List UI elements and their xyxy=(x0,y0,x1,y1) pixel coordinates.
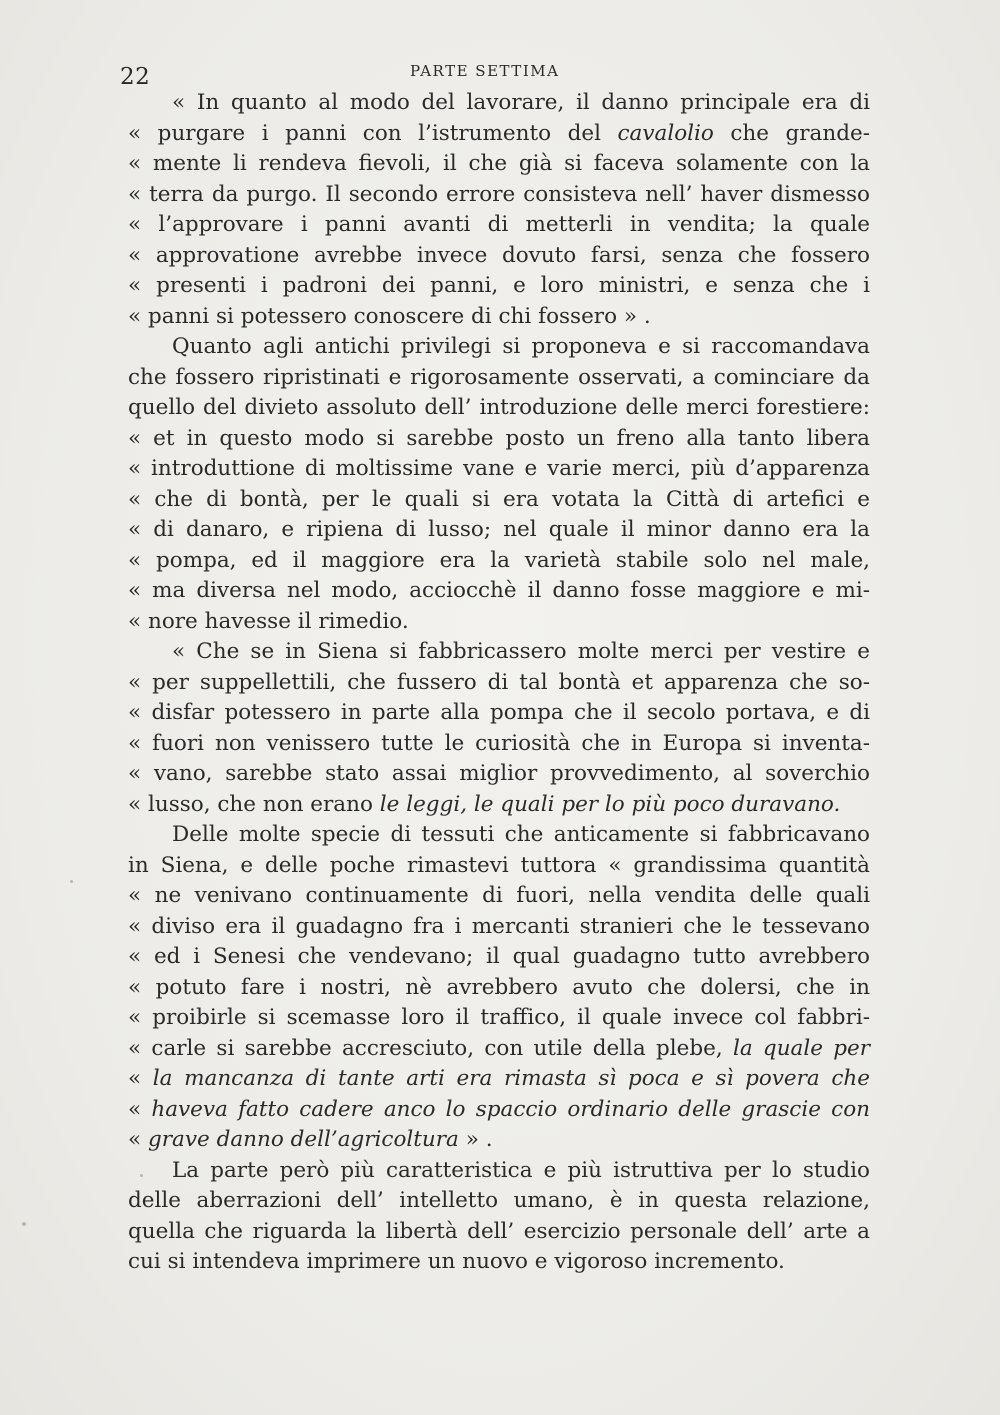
page-number: 22 xyxy=(120,64,151,90)
text-line xyxy=(128,119,870,150)
text-line xyxy=(128,1217,870,1248)
text-line xyxy=(128,1156,870,1187)
text-line xyxy=(128,149,870,180)
line-text-after: » . xyxy=(458,1127,493,1152)
text-line xyxy=(128,942,870,973)
text-line xyxy=(128,1034,870,1065)
text-line xyxy=(128,180,870,211)
text-line xyxy=(128,851,870,882)
text-line xyxy=(128,668,870,699)
text-line xyxy=(128,1247,870,1278)
text-line xyxy=(128,1186,870,1217)
text-line xyxy=(128,454,870,485)
text-line xyxy=(128,729,870,760)
line-text: « Che se in Siena si fabbricassero molte merci per vestire e xyxy=(172,639,870,664)
line-text: « lusso, che non erano xyxy=(128,791,380,817)
line-text: quello del divieto assoluto dell’ introduzione delle merci forestiere: xyxy=(128,395,870,420)
italic-text: cavalolio xyxy=(617,120,714,146)
text-line xyxy=(128,1003,870,1034)
italic-text: haveva fatto cadere anco lo spaccio ordinario delle grascie con xyxy=(151,1096,870,1122)
line-text: che fossero ripristinati e rigorosamente osservati, a cominciare da xyxy=(128,364,870,390)
line-text: « terra da purgo. Il secondo errore consisteva nell’ haver dismesso xyxy=(128,181,870,207)
line-text: « nore havesse il rimedio. xyxy=(128,608,409,634)
line-text: « che di bontà, per le quali si era votata la Città di artefici e xyxy=(128,486,870,512)
line-text: Delle molte specie di tessuti che anticamente si fabbricavano xyxy=(172,822,870,847)
text-line xyxy=(128,973,870,1004)
line-text: « xyxy=(128,1066,153,1091)
italic-text: le leggi, le quali per lo più poco duravano. xyxy=(379,791,841,817)
text-line xyxy=(128,1064,870,1095)
text-line xyxy=(128,759,870,790)
text-line xyxy=(128,881,870,912)
text-line xyxy=(128,332,870,363)
body-text xyxy=(128,88,870,1278)
line-text: « ne venivano continuamente di fuori, nella vendita delle quali xyxy=(128,883,870,908)
text-line xyxy=(128,790,870,821)
text-line xyxy=(128,820,870,851)
text-line xyxy=(128,424,870,455)
line-text: « purgare i panni con l’istrumento del xyxy=(128,120,618,146)
line-text: « introduttione di moltissime vane e varie merci, più d’apparenza xyxy=(128,456,870,481)
line-text: « panni si potessero conoscere di chi fossero » . xyxy=(128,303,651,329)
line-text: « ma diversa nel modo, acciocchè il danno fosse maggiore e mi- xyxy=(128,578,870,603)
line-text: La parte però più caratteristica e più istruttiva per lo studio xyxy=(172,1157,870,1183)
line-text: « xyxy=(128,1127,148,1152)
text-line xyxy=(128,607,870,638)
line-text: « presenti i padroni dei panni, e loro ministri, e senza che i xyxy=(128,273,870,298)
line-text: quella che riguarda la libertà dell’ esercizio personale dell’ arte a xyxy=(128,1218,870,1244)
paper-speck xyxy=(22,1222,26,1226)
paragraph xyxy=(128,1156,870,1278)
line-text: « per suppellettili, che fussero di tal bontà et apparenza che so- xyxy=(128,669,870,695)
text-line xyxy=(128,485,870,516)
line-text: cui si intendeva imprimere un nuovo e vigoroso incremento. xyxy=(128,1249,785,1274)
italic-text: grave danno dell’agricoltura xyxy=(148,1127,459,1152)
line-text: « mente li rendeva fievoli, il che già si faceva solamente con la xyxy=(128,151,870,176)
italic-text: la quale per xyxy=(732,1035,870,1061)
text-line xyxy=(128,912,870,943)
line-text: « potuto fare i nostri, nè avrebbero avuto che dolersi, che in xyxy=(128,974,870,1000)
text-line xyxy=(128,698,870,729)
paragraph xyxy=(128,820,870,1156)
line-text: « di danaro, e ripiena di lusso; nel quale il minor danno era la xyxy=(128,517,870,542)
paragraph xyxy=(128,88,870,332)
line-text: « et in questo modo si sarebbe posto un freno alla tanto libera xyxy=(128,425,870,451)
running-title: PARTE SETTIMA xyxy=(410,62,560,80)
line-text: Quanto agli antichi privilegi si proponeva e si raccomandava xyxy=(172,334,870,359)
line-text-after: che grande- xyxy=(713,120,870,146)
text-line xyxy=(128,210,870,241)
text-line xyxy=(128,515,870,546)
italic-text: la mancanza di tante arti era rimasta sì poca e sì povera che xyxy=(152,1066,870,1091)
text-line xyxy=(128,1095,870,1126)
text-line xyxy=(128,88,870,119)
line-text: « pompa, ed il maggiore era la varietà stabile solo nel male, xyxy=(128,547,870,573)
line-text: « xyxy=(128,1096,152,1122)
text-line xyxy=(128,302,870,333)
paragraph xyxy=(128,637,870,820)
line-text: « fuori non venissero tutte le curiosità che in Europa si inventa- xyxy=(128,730,870,756)
line-text: « ed i Senesi che vendevano; il qual guadagno tutto avrebbero xyxy=(128,944,870,969)
line-text: « disfar potessero in parte alla pompa che il secolo portava, e di xyxy=(128,700,870,725)
text-line xyxy=(128,241,870,272)
text-line xyxy=(128,393,870,424)
text-line xyxy=(128,271,870,302)
line-text: « proibirle si scemasse loro il traffico, il quale invece col fabbri- xyxy=(128,1005,870,1030)
line-text: delle aberrazioni dell’ intelletto umano, è in questa relazione, xyxy=(128,1188,870,1213)
line-text: « vano, sarebbe stato assai miglior provvedimento, al soverchio xyxy=(128,761,870,786)
line-text: « l’approvare i panni avanti di metterli in vendita; la quale xyxy=(128,212,870,237)
line-text: « In quanto al modo del lavorare, il danno principale era di xyxy=(172,90,870,115)
paper-speck xyxy=(70,880,73,883)
text-line xyxy=(128,637,870,668)
text-line xyxy=(128,363,870,394)
text-line xyxy=(128,1125,870,1156)
line-text: in Siena, e delle poche rimastevi tuttora « grandissima quantità xyxy=(128,852,870,878)
paragraph xyxy=(128,332,870,637)
text-line xyxy=(128,576,870,607)
paper-speck xyxy=(140,1174,143,1177)
line-text: « approvatione avrebbe invece dovuto farsi, senza che fossero xyxy=(128,242,870,268)
running-head xyxy=(120,58,880,88)
text-line xyxy=(128,546,870,577)
line-text: « diviso era il guadagno fra i mercanti stranieri che le tessevano xyxy=(128,913,870,939)
line-text: « carle si sarebbe accresciuto, con utile della plebe, xyxy=(128,1035,733,1061)
